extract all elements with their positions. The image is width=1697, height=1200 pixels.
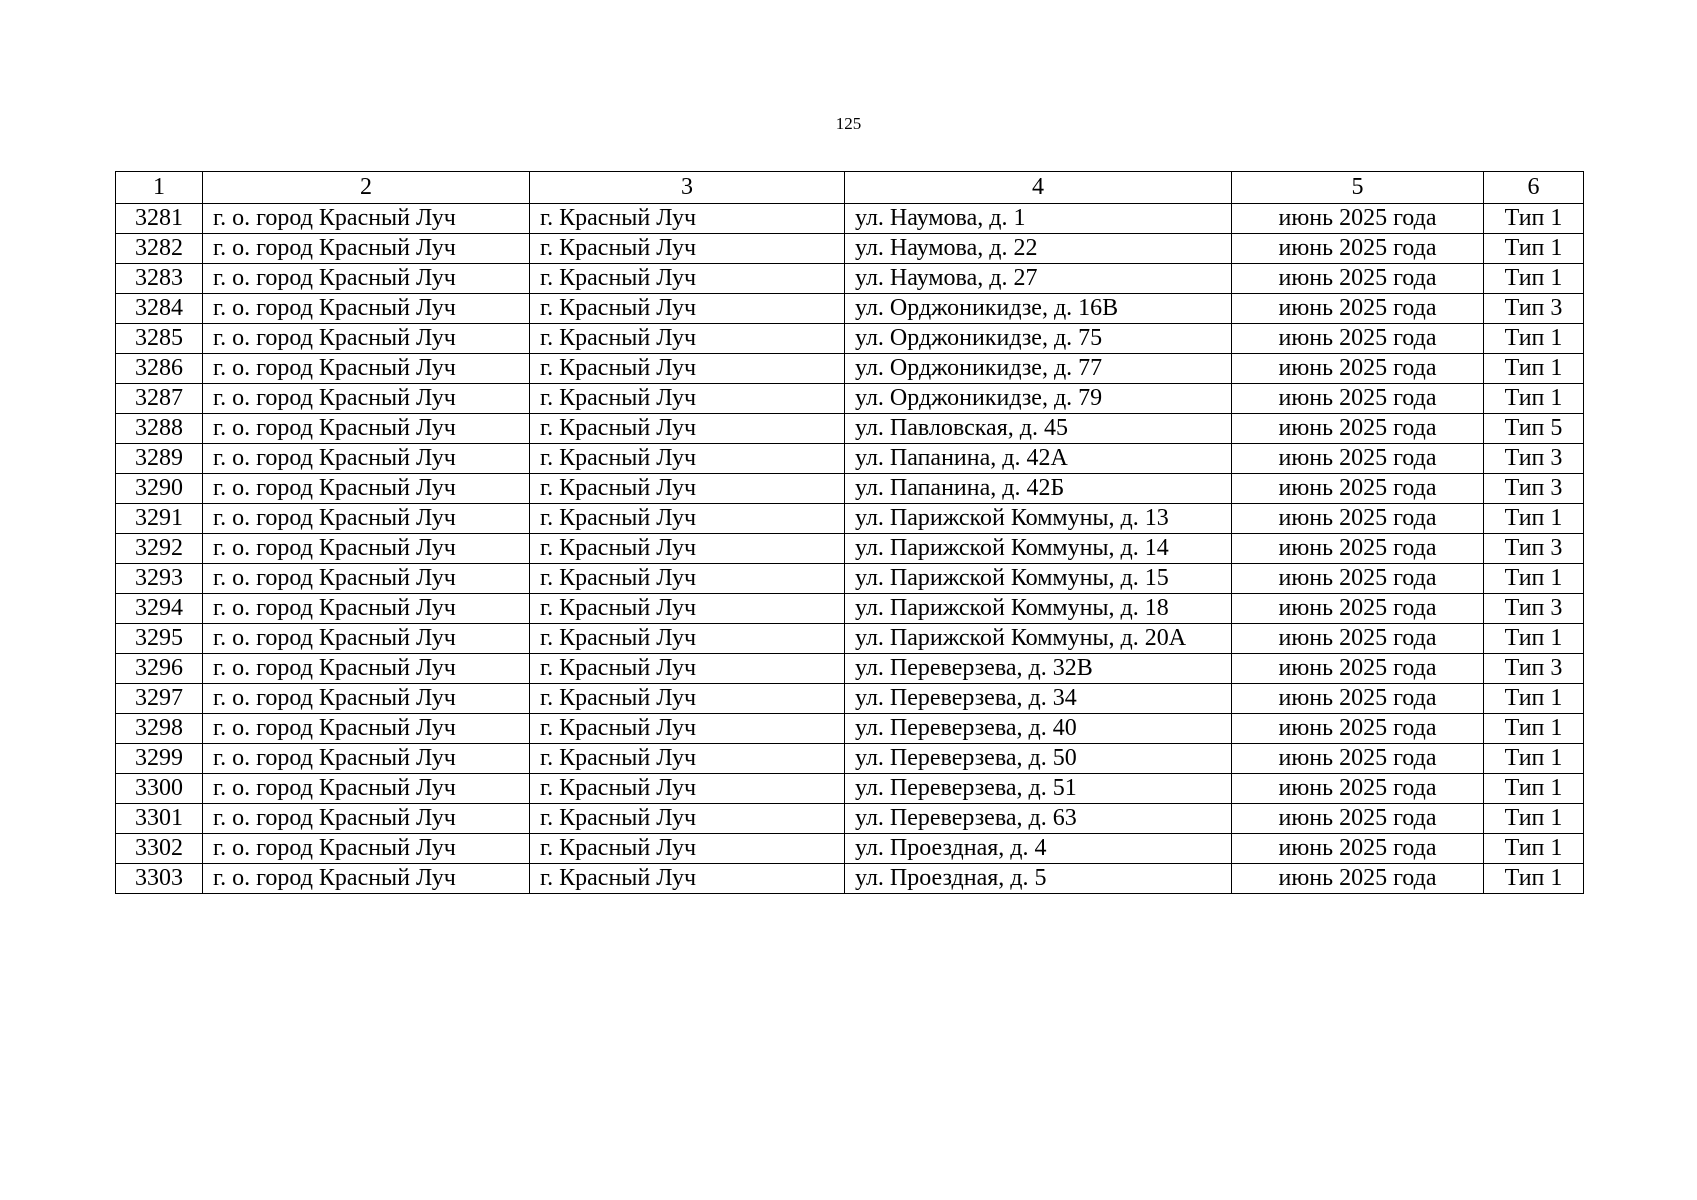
table-row [116, 204, 1584, 234]
city-cell: г. Красный Луч [530, 534, 845, 564]
row-number-cell: 3292 [116, 534, 203, 564]
period-cell: июнь 2025 года [1232, 864, 1484, 894]
address-cell: ул. Парижской Коммуны, д. 14 [845, 534, 1232, 564]
district-cell: г. о. город Красный Луч [203, 864, 530, 894]
table-row [116, 354, 1584, 384]
district-cell: г. о. город Красный Луч [203, 564, 530, 594]
table-row [116, 804, 1584, 834]
row-number-cell: 3297 [116, 684, 203, 714]
type-cell: Тип 1 [1484, 324, 1584, 354]
district-cell: г. о. город Красный Луч [203, 714, 530, 744]
type-cell: Тип 1 [1484, 204, 1584, 234]
table-row [116, 594, 1584, 624]
row-number-cell: 3303 [116, 864, 203, 894]
type-cell: Тип 1 [1484, 354, 1584, 384]
district-cell: г. о. город Красный Луч [203, 654, 530, 684]
row-number-cell: 3293 [116, 564, 203, 594]
city-cell: г. Красный Луч [530, 654, 845, 684]
row-number-cell: 3289 [116, 444, 203, 474]
address-cell: ул. Наумова, д. 27 [845, 264, 1232, 294]
type-cell: Тип 3 [1484, 444, 1584, 474]
district-cell: г. о. город Красный Луч [203, 444, 530, 474]
row-number-cell: 3300 [116, 774, 203, 804]
column-header: 1 [116, 172, 203, 204]
table-row [116, 414, 1584, 444]
district-cell: г. о. город Красный Луч [203, 774, 530, 804]
row-number-cell: 3294 [116, 594, 203, 624]
column-header: 4 [845, 172, 1232, 204]
district-cell: г. о. город Красный Луч [203, 834, 530, 864]
address-cell: ул. Орджоникидзе, д. 79 [845, 384, 1232, 414]
period-cell: июнь 2025 года [1232, 684, 1484, 714]
type-cell: Тип 1 [1484, 684, 1584, 714]
city-cell: г. Красный Луч [530, 294, 845, 324]
table-row [116, 384, 1584, 414]
address-cell: ул. Орджоникидзе, д. 75 [845, 324, 1232, 354]
period-cell: июнь 2025 года [1232, 294, 1484, 324]
type-cell: Тип 1 [1484, 564, 1584, 594]
row-number-cell: 3282 [116, 234, 203, 264]
district-cell: г. о. город Красный Луч [203, 744, 530, 774]
district-cell: г. о. город Красный Луч [203, 234, 530, 264]
table-row [116, 474, 1584, 504]
type-cell: Тип 3 [1484, 294, 1584, 324]
period-cell: июнь 2025 года [1232, 204, 1484, 234]
row-number-cell: 3296 [116, 654, 203, 684]
address-cell: ул. Папанина, д. 42А [845, 444, 1232, 474]
district-cell: г. о. город Красный Луч [203, 294, 530, 324]
table-row [116, 834, 1584, 864]
period-cell: июнь 2025 года [1232, 384, 1484, 414]
table-row [116, 624, 1584, 654]
row-number-cell: 3295 [116, 624, 203, 654]
type-cell: Тип 3 [1484, 594, 1584, 624]
period-cell: июнь 2025 года [1232, 624, 1484, 654]
address-cell: ул. Наумова, д. 1 [845, 204, 1232, 234]
district-cell: г. о. город Красный Луч [203, 414, 530, 444]
type-cell: Тип 1 [1484, 384, 1584, 414]
district-cell: г. о. город Красный Луч [203, 474, 530, 504]
table-header-row [116, 172, 1584, 204]
city-cell: г. Красный Луч [530, 594, 845, 624]
table-row [116, 744, 1584, 774]
table-row [116, 684, 1584, 714]
period-cell: июнь 2025 года [1232, 714, 1484, 744]
period-cell: июнь 2025 года [1232, 804, 1484, 834]
row-number-cell: 3284 [116, 294, 203, 324]
district-cell: г. о. город Красный Луч [203, 264, 530, 294]
table-row [116, 444, 1584, 474]
city-cell: г. Красный Луч [530, 684, 845, 714]
type-cell: Тип 1 [1484, 744, 1584, 774]
period-cell: июнь 2025 года [1232, 474, 1484, 504]
city-cell: г. Красный Луч [530, 864, 845, 894]
district-cell: г. о. город Красный Луч [203, 594, 530, 624]
row-number-cell: 3287 [116, 384, 203, 414]
table-row [116, 534, 1584, 564]
row-number-cell: 3288 [116, 414, 203, 444]
address-cell: ул. Парижской Коммуны, д. 13 [845, 504, 1232, 534]
type-cell: Тип 1 [1484, 234, 1584, 264]
address-cell: ул. Переверзева, д. 63 [845, 804, 1232, 834]
address-cell: ул. Переверзева, д. 32В [845, 654, 1232, 684]
type-cell: Тип 3 [1484, 474, 1584, 504]
column-header: 3 [530, 172, 845, 204]
district-cell: г. о. город Красный Луч [203, 534, 530, 564]
district-cell: г. о. город Красный Луч [203, 384, 530, 414]
type-cell: Тип 1 [1484, 804, 1584, 834]
type-cell: Тип 1 [1484, 504, 1584, 534]
registry-table-body [116, 172, 1584, 894]
district-cell: г. о. город Красный Луч [203, 804, 530, 834]
address-cell: ул. Парижской Коммуны, д. 18 [845, 594, 1232, 624]
period-cell: июнь 2025 года [1232, 414, 1484, 444]
city-cell: г. Красный Луч [530, 234, 845, 264]
type-cell: Тип 1 [1484, 264, 1584, 294]
table-row [116, 234, 1584, 264]
row-number-cell: 3299 [116, 744, 203, 774]
column-header: 2 [203, 172, 530, 204]
period-cell: июнь 2025 года [1232, 654, 1484, 684]
address-cell: ул. Проездная, д. 5 [845, 864, 1232, 894]
address-cell: ул. Парижской Коммуны, д. 15 [845, 564, 1232, 594]
row-number-cell: 3302 [116, 834, 203, 864]
period-cell: июнь 2025 года [1232, 444, 1484, 474]
period-cell: июнь 2025 года [1232, 594, 1484, 624]
period-cell: июнь 2025 года [1232, 834, 1484, 864]
period-cell: июнь 2025 года [1232, 354, 1484, 384]
address-cell: ул. Павловская, д. 45 [845, 414, 1232, 444]
period-cell: июнь 2025 года [1232, 324, 1484, 354]
district-cell: г. о. город Красный Луч [203, 504, 530, 534]
city-cell: г. Красный Луч [530, 324, 845, 354]
type-cell: Тип 1 [1484, 864, 1584, 894]
page-number: 125 [835, 114, 862, 133]
table-row [116, 774, 1584, 804]
city-cell: г. Красный Луч [530, 714, 845, 744]
row-number-cell: 3283 [116, 264, 203, 294]
address-cell: ул. Переверзева, д. 34 [845, 684, 1232, 714]
table-row [116, 294, 1584, 324]
city-cell: г. Красный Луч [530, 264, 845, 294]
table-row [116, 504, 1584, 534]
city-cell: г. Красный Луч [530, 774, 845, 804]
address-cell: ул. Орджоникидзе, д. 77 [845, 354, 1232, 384]
district-cell: г. о. город Красный Луч [203, 624, 530, 654]
column-header: 6 [1484, 172, 1584, 204]
period-cell: июнь 2025 года [1232, 774, 1484, 804]
city-cell: г. Красный Луч [530, 204, 845, 234]
city-cell: г. Красный Луч [530, 414, 845, 444]
column-header: 5 [1232, 172, 1484, 204]
city-cell: г. Красный Луч [530, 384, 845, 414]
city-cell: г. Красный Луч [530, 624, 845, 654]
district-cell: г. о. город Красный Луч [203, 354, 530, 384]
address-cell: ул. Парижской Коммуны, д. 20А [845, 624, 1232, 654]
city-cell: г. Красный Луч [530, 804, 845, 834]
address-cell: ул. Папанина, д. 42Б [845, 474, 1232, 504]
type-cell: Тип 1 [1484, 774, 1584, 804]
city-cell: г. Красный Луч [530, 564, 845, 594]
type-cell: Тип 1 [1484, 714, 1584, 744]
address-cell: ул. Орджоникидзе, д. 16В [845, 294, 1232, 324]
table-row [116, 324, 1584, 354]
row-number-cell: 3281 [116, 204, 203, 234]
type-cell: Тип 1 [1484, 624, 1584, 654]
address-cell: ул. Переверзева, д. 51 [845, 774, 1232, 804]
period-cell: июнь 2025 года [1232, 504, 1484, 534]
table-row [116, 654, 1584, 684]
city-cell: г. Красный Луч [530, 354, 845, 384]
type-cell: Тип 5 [1484, 414, 1584, 444]
city-cell: г. Красный Луч [530, 744, 845, 774]
period-cell: июнь 2025 года [1232, 234, 1484, 264]
type-cell: Тип 1 [1484, 834, 1584, 864]
period-cell: июнь 2025 года [1232, 264, 1484, 294]
type-cell: Тип 3 [1484, 534, 1584, 564]
type-cell: Тип 3 [1484, 654, 1584, 684]
registry-table [115, 171, 1584, 894]
table-row [116, 264, 1584, 294]
city-cell: г. Красный Луч [530, 444, 845, 474]
address-cell: ул. Наумова, д. 22 [845, 234, 1232, 264]
table-row [116, 714, 1584, 744]
row-number-cell: 3285 [116, 324, 203, 354]
table-row [116, 564, 1584, 594]
district-cell: г. о. город Красный Луч [203, 684, 530, 714]
period-cell: июнь 2025 года [1232, 744, 1484, 774]
city-cell: г. Красный Луч [530, 504, 845, 534]
address-cell: ул. Переверзева, д. 40 [845, 714, 1232, 744]
row-number-cell: 3291 [116, 504, 203, 534]
city-cell: г. Красный Луч [530, 474, 845, 504]
address-cell: ул. Проездная, д. 4 [845, 834, 1232, 864]
row-number-cell: 3298 [116, 714, 203, 744]
period-cell: июнь 2025 года [1232, 564, 1484, 594]
city-cell: г. Красный Луч [530, 834, 845, 864]
row-number-cell: 3286 [116, 354, 203, 384]
period-cell: июнь 2025 года [1232, 534, 1484, 564]
row-number-cell: 3301 [116, 804, 203, 834]
district-cell: г. о. город Красный Луч [203, 324, 530, 354]
row-number-cell: 3290 [116, 474, 203, 504]
district-cell: г. о. город Красный Луч [203, 204, 530, 234]
table-row [116, 864, 1584, 894]
address-cell: ул. Переверзева, д. 50 [845, 744, 1232, 774]
